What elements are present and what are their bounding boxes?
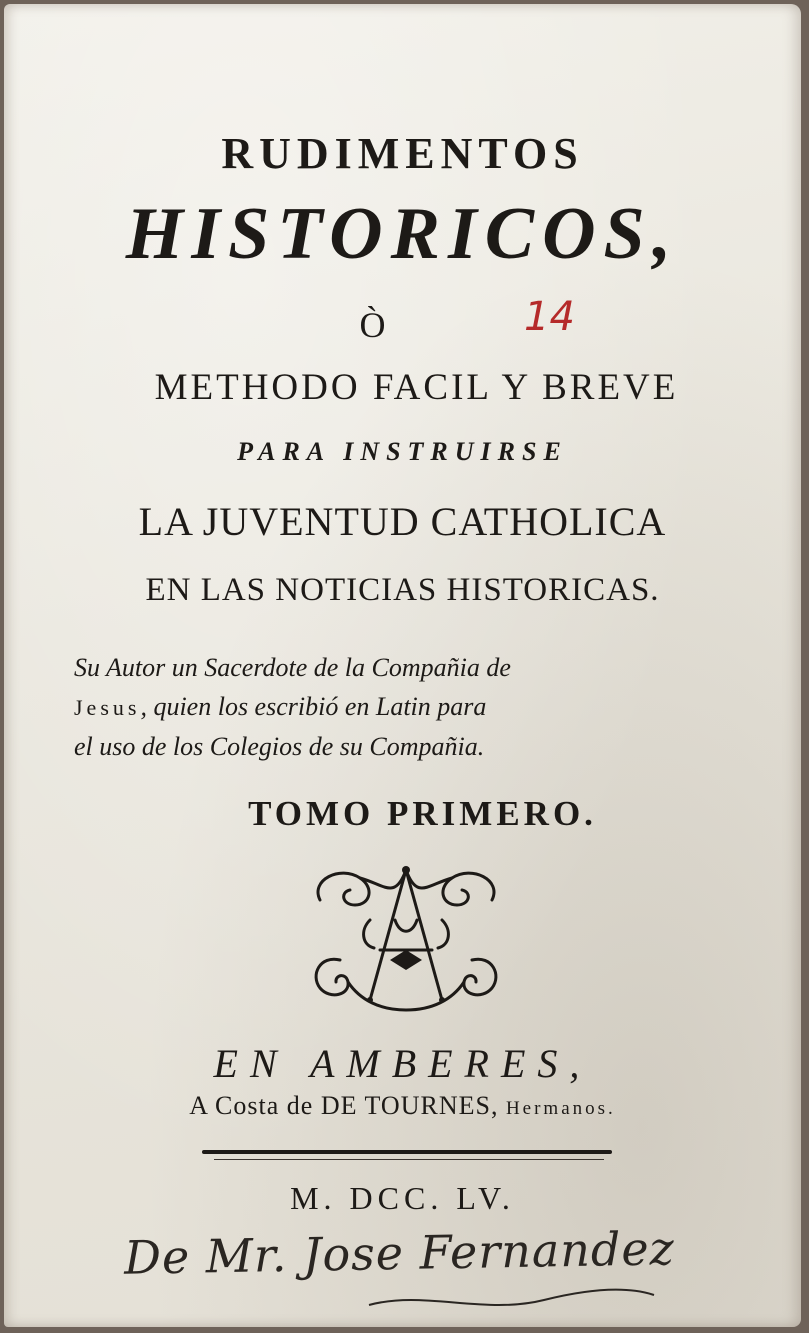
subtitle-para: PARA INSTRUIRSE <box>237 437 568 466</box>
title-conjunction: Ò <box>359 305 386 345</box>
signature-flourish-icon <box>364 1280 664 1320</box>
title-historicos: HISTORICOS, <box>125 193 680 275</box>
imprint-place: EN AMBERES, <box>213 1041 592 1086</box>
imprint-printer <box>4 1091 801 1121</box>
imprint-rule-thin <box>214 1159 604 1160</box>
title-rudimentos: RUDIMENTOS <box>221 129 584 178</box>
author-line-1: Su Autor un Sacerdote de la Compañia de <box>74 653 511 682</box>
author-statement <box>74 648 739 766</box>
title-page <box>4 4 801 1327</box>
author-jesus: Jesus <box>74 695 141 720</box>
author-line-2-rest: , quien los escribió en Latin para <box>140 692 487 721</box>
author-line-2 <box>74 687 739 727</box>
author-line-3: el uso de los Colegios de su Compañia. <box>74 732 485 761</box>
imprint-year: M. DCC. LV. <box>290 1180 515 1216</box>
imprint-printer-name: A Costa de DE TOURNES, <box>189 1091 506 1120</box>
subtitle-juventud: LA JUVENTUD CATHOLICA <box>138 499 667 544</box>
volume-label: TOMO PRIMERO. <box>248 794 597 833</box>
handwritten-number: 14 <box>524 294 575 340</box>
subtitle-methodo: METHODO FACIL Y BREVE <box>154 367 679 408</box>
imprint-rule-thick <box>202 1150 612 1154</box>
monogram-ornament-icon <box>300 860 512 1020</box>
imprint-printer-hermanos: Hermanos. <box>505 1098 616 1119</box>
ownership-signature: De Mr. Jose Fernandez <box>123 1221 676 1285</box>
subtitle-noticias: EN LAS NOTICIAS HISTORICAS. <box>145 572 660 608</box>
